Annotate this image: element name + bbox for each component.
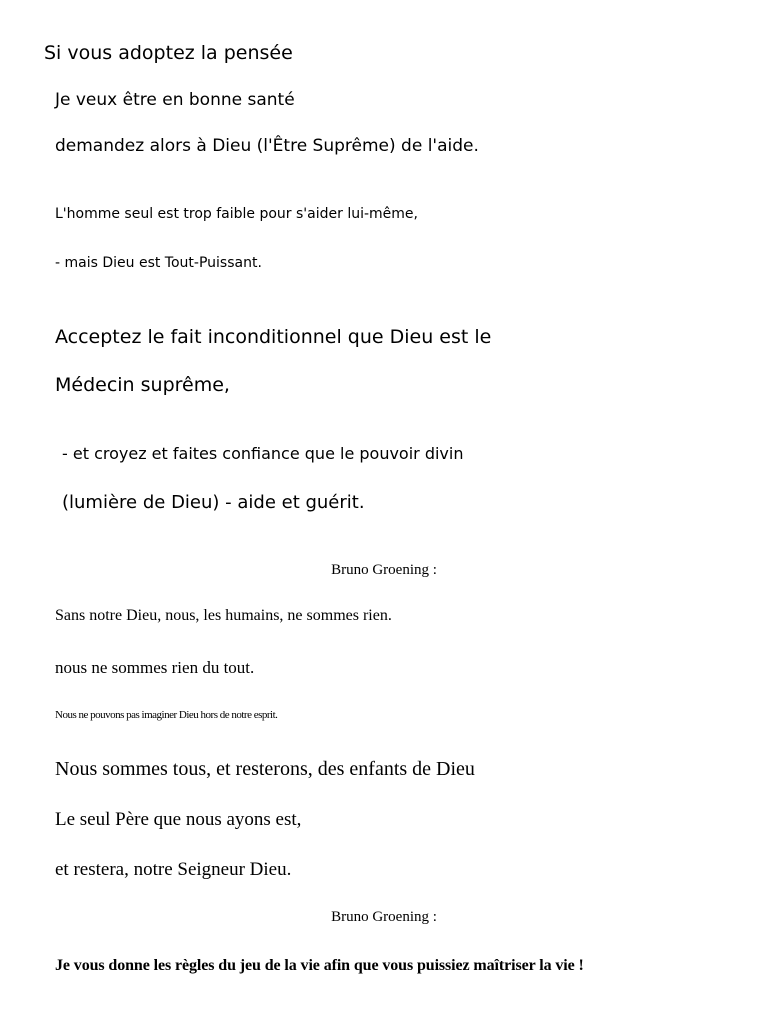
text-line-4: L'homme seul est trop faible pour s'aider lui-même, bbox=[55, 206, 418, 222]
text-line-3: demandez alors à Dieu (l'Être Suprême) de l'aide. bbox=[55, 136, 479, 156]
text-line-5: - mais Dieu est Tout-Puissant. bbox=[55, 255, 262, 271]
text-line-7: Médecin suprême, bbox=[55, 374, 230, 396]
text-line-13: Nous ne pouvons pas imaginer Dieu hors de notre esprit. bbox=[55, 709, 278, 721]
closing-quote: Je vous donne les règles du jeu de la vie afin que vous puissiez maîtriser la vie ! bbox=[55, 957, 584, 974]
text-line-11: Sans notre Dieu, nous, les humains, ne sommes rien. bbox=[55, 607, 392, 624]
text-line-14: Nous sommes tous, et resterons, des enfants de Dieu bbox=[55, 758, 475, 780]
text-line-16: et restera, notre Seigneur Dieu. bbox=[55, 859, 292, 880]
text-line-6: Acceptez le fait inconditionnel que Dieu est le bbox=[55, 326, 492, 348]
text-line-9: (lumière de Dieu) - aide et guérit. bbox=[62, 492, 365, 513]
text-line-8: - et croyez et faites confiance que le pouvoir divin bbox=[62, 444, 464, 463]
text-line-1: Si vous adoptez la pensée bbox=[44, 42, 293, 64]
author-attribution-1: Bruno Groening : bbox=[331, 562, 437, 578]
author-attribution-2: Bruno Groening : bbox=[331, 909, 437, 925]
text-line-2: Je veux être en bonne santé bbox=[55, 90, 295, 110]
text-line-15: Le seul Père que nous ayons est, bbox=[55, 809, 302, 830]
text-line-12: nous ne sommes rien du tout. bbox=[55, 658, 255, 677]
